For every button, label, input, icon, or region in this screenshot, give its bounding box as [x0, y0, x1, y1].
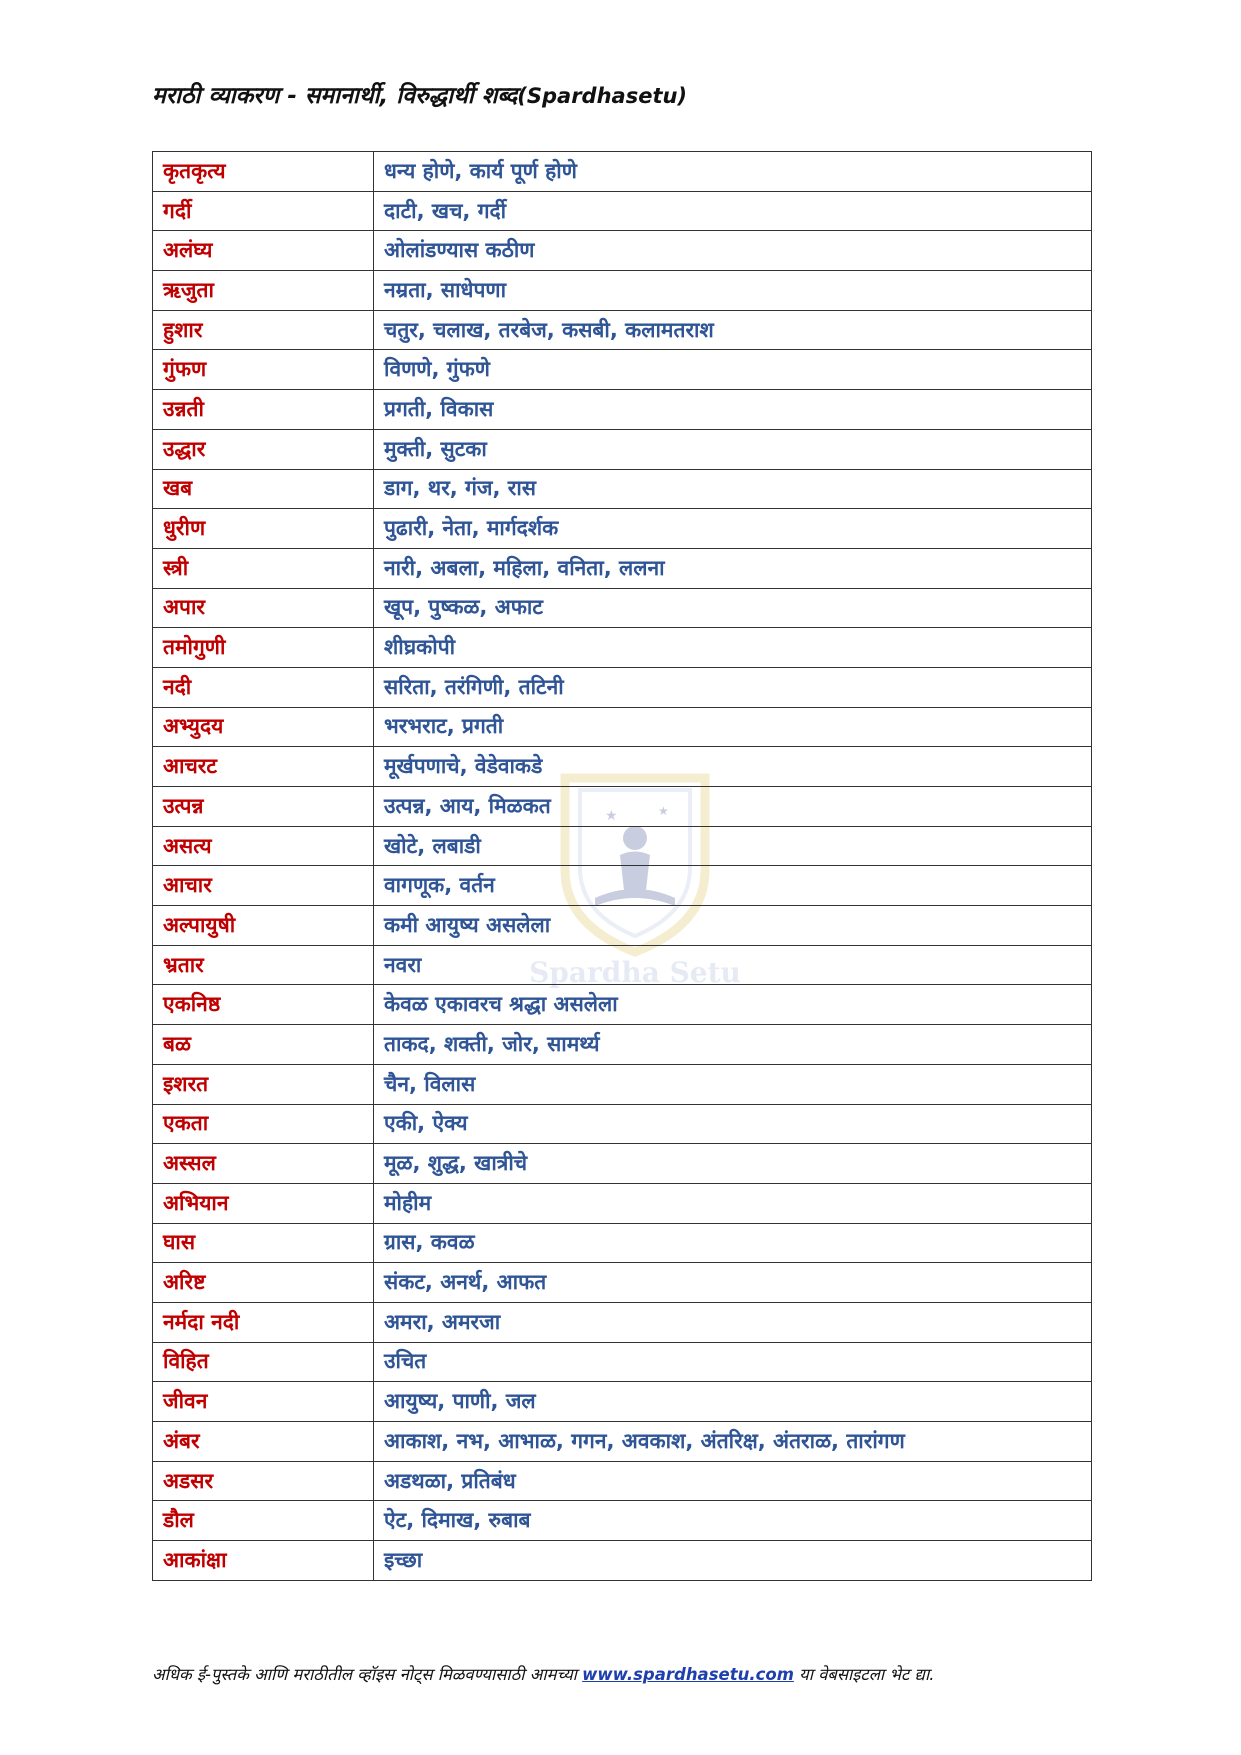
table-row	[153, 707, 1092, 747]
table-row	[153, 429, 1092, 469]
word-cell: आचार	[153, 866, 374, 906]
table-row	[153, 945, 1092, 985]
table-row	[153, 231, 1092, 271]
table-row	[153, 1223, 1092, 1263]
word-cell: अस्सल	[153, 1144, 374, 1184]
word-cell: इशरत	[153, 1064, 374, 1104]
table-row	[153, 906, 1092, 946]
meaning-cell: चतुर, चलाख, तरबेज, कसबी, कलामतराश	[374, 310, 1092, 350]
meaning-cell: इच्छा	[374, 1541, 1092, 1581]
table-row	[153, 469, 1092, 509]
word-cell: अरिष्ट	[153, 1263, 374, 1303]
page-title-text: मराठी व्याकरण - समानार्थी, विरुद्धार्थी शब्द	[152, 83, 518, 109]
table-row	[153, 985, 1092, 1025]
table-row	[153, 866, 1092, 906]
meaning-cell: चैन, विलास	[374, 1064, 1092, 1104]
meaning-cell: मूळ, शुद्ध, खात्रीचे	[374, 1144, 1092, 1184]
meaning-cell: खूप, पुष्कळ, अफाट	[374, 588, 1092, 628]
table-row	[153, 747, 1092, 787]
word-cell: जीवन	[153, 1382, 374, 1422]
meaning-cell: डाग, थर, गंज, रास	[374, 469, 1092, 509]
meaning-cell: दाटी, खच, गर्दी	[374, 191, 1092, 231]
word-cell: असत्य	[153, 826, 374, 866]
meaning-cell: संकट, अनर्थ, आफत	[374, 1263, 1092, 1303]
word-cell: गुंफण	[153, 350, 374, 390]
word-cell: विहित	[153, 1342, 374, 1382]
word-cell: उत्पन्न	[153, 787, 374, 827]
word-cell: अंबर	[153, 1422, 374, 1462]
word-cell: घास	[153, 1223, 374, 1263]
meaning-cell: आकाश, नभ, आभाळ, गगन, अवकाश, अंतरिक्ष, अंतराळ, तारांगण	[374, 1422, 1092, 1462]
table-row	[153, 390, 1092, 430]
word-cell: आकांक्षा	[153, 1541, 374, 1581]
meaning-cell: आयुष्य, पाणी, जल	[374, 1382, 1092, 1422]
word-cell: अडसर	[153, 1461, 374, 1501]
word-cell: नदी	[153, 667, 374, 707]
svg-text:★: ★	[605, 808, 618, 824]
meaning-cell: नवरा	[374, 945, 1092, 985]
meaning-cell: उचित	[374, 1342, 1092, 1382]
table-row	[153, 1461, 1092, 1501]
word-cell: अल्पायुषी	[153, 906, 374, 946]
meaning-cell: वागणूक, वर्तन	[374, 866, 1092, 906]
meaning-cell: खोटे, लबाडी	[374, 826, 1092, 866]
meaning-cell: विणणे, गुंफणे	[374, 350, 1092, 390]
word-cell: गर्दी	[153, 191, 374, 231]
meaning-cell: मुक्ती, सुटका	[374, 429, 1092, 469]
word-cell: एकनिष्ठ	[153, 985, 374, 1025]
watermark-text: Spardha Setu	[529, 956, 741, 989]
meaning-cell: भरभराट, प्रगती	[374, 707, 1092, 747]
word-cell: अलंघ्य	[153, 231, 374, 271]
table-row	[153, 191, 1092, 231]
word-cell: तमोगुणी	[153, 628, 374, 668]
table-row	[153, 588, 1092, 628]
meaning-cell: उत्पन्न, आय, मिळकत	[374, 787, 1092, 827]
synonym-table-body	[153, 152, 1092, 1581]
table-row	[153, 1104, 1092, 1144]
meaning-cell: ग्रास, कवळ	[374, 1223, 1092, 1263]
meaning-cell: सरिता, तरंगिणी, तटिनी	[374, 667, 1092, 707]
footer-text-after: या वेबसाइटला भेट द्या.	[793, 1665, 935, 1684]
meaning-cell: ऐट, दिमाख, रुबाब	[374, 1501, 1092, 1541]
page-title	[152, 78, 687, 110]
meaning-cell: नम्रता, साधेपणा	[374, 271, 1092, 311]
svg-text:★: ★	[658, 804, 669, 818]
word-cell: डौल	[153, 1501, 374, 1541]
table-row	[153, 667, 1092, 707]
page-title-suffix: (Spardhasetu)	[517, 84, 688, 108]
table-row	[153, 1382, 1092, 1422]
meaning-cell: एकी, ऐक्य	[374, 1104, 1092, 1144]
meaning-cell: ओलांडण्यास कठीण	[374, 231, 1092, 271]
word-cell: ऋजुता	[153, 271, 374, 311]
word-cell: हुशार	[153, 310, 374, 350]
meaning-cell: अमरा, अमरजा	[374, 1302, 1092, 1342]
word-cell: खब	[153, 469, 374, 509]
meaning-cell: केवळ एकावरच श्रद्धा असलेला	[374, 985, 1092, 1025]
word-cell: अभियान	[153, 1183, 374, 1223]
word-cell: धुरीण	[153, 509, 374, 549]
meaning-cell: धन्य होणे, कार्य पूर्ण होणे	[374, 152, 1092, 192]
table-row	[153, 310, 1092, 350]
table-row	[153, 826, 1092, 866]
footer-note	[152, 1662, 934, 1685]
table-row	[153, 1025, 1092, 1065]
word-cell: आचरट	[153, 747, 374, 787]
word-cell: स्त्री	[153, 548, 374, 588]
word-cell: नर्मदा नदी	[153, 1302, 374, 1342]
word-cell: अपार	[153, 588, 374, 628]
table-row	[153, 1342, 1092, 1382]
word-cell: उद्धार	[153, 429, 374, 469]
table-row	[153, 350, 1092, 390]
word-cell: कृतकृत्य	[153, 152, 374, 192]
table-row	[153, 787, 1092, 827]
table-row	[153, 1144, 1092, 1184]
table-row	[153, 1064, 1092, 1104]
meaning-cell: नारी, अबला, महिला, वनिता, ललना	[374, 548, 1092, 588]
meaning-cell: पुढारी, नेता, मार्गदर्शक	[374, 509, 1092, 549]
meaning-cell: मोहीम	[374, 1183, 1092, 1223]
synonym-table	[152, 151, 1092, 1581]
table-row	[153, 628, 1092, 668]
table-row	[153, 1501, 1092, 1541]
table-row	[153, 152, 1092, 192]
table-row	[153, 1302, 1092, 1342]
word-cell: एकता	[153, 1104, 374, 1144]
table-row	[153, 1422, 1092, 1462]
table-row	[153, 271, 1092, 311]
table-row	[153, 1183, 1092, 1223]
meaning-cell: मूर्खपणाचे, वेडेवाकडे	[374, 747, 1092, 787]
table-row	[153, 1541, 1092, 1581]
word-cell: उन्नती	[153, 390, 374, 430]
table-row	[153, 548, 1092, 588]
footer-text-before: अधिक ई-पुस्तके आणि मराठीतील व्हॉइस नोट्स मिळवण्यासाठी आमच्या	[152, 1665, 583, 1684]
meaning-cell: अडथळा, प्रतिबंध	[374, 1461, 1092, 1501]
table-row	[153, 1263, 1092, 1303]
meaning-cell: कमी आयुष्य असलेला	[374, 906, 1092, 946]
word-cell: बळ	[153, 1025, 374, 1065]
website-link[interactable]: www.spardhasetu.com	[582, 1665, 794, 1684]
table-row	[153, 509, 1092, 549]
meaning-cell: शीघ्रकोपी	[374, 628, 1092, 668]
meaning-cell: ताकद, शक्ती, जोर, सामर्थ्य	[374, 1025, 1092, 1065]
meaning-cell: प्रगती, विकास	[374, 390, 1092, 430]
word-cell: भ्रतार	[153, 945, 374, 985]
word-cell: अभ्युदय	[153, 707, 374, 747]
